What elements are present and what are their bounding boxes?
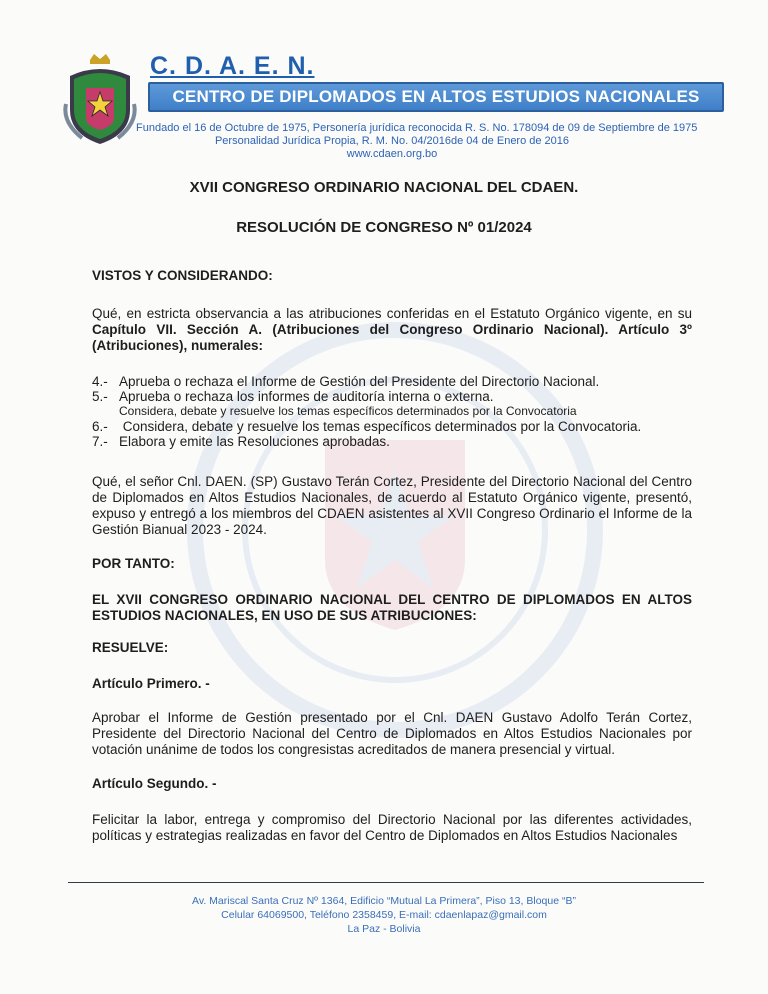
org-full-name: CENTRO DE DIPLOMADOS EN ALTOS ESTUDIOS NACIONALES <box>172 87 700 106</box>
legal-info <box>0 135 768 161</box>
list-subitem: Considera, debate y resuelve los temas específicos determinados por la Convocatoria <box>119 404 577 418</box>
footer-city: La Paz - Bolivia <box>347 923 421 935</box>
list-item: 6.- Considera, debate y resuelve los temas específicos determinados por la Convocatoria. <box>92 419 642 434</box>
article-1-text: Aprobar el Informe de Gestión presentado por el Cnl. DAEN Gustavo Adolfo Terán Cortez, Presidente del Directorio Nacional del Centro de Diplomados en Altos Estudios Nacionales por votación unánime de todos los congresistas acreditados de manera presencial y virtual. <box>92 710 692 757</box>
list-item: 5.- Aprueba o rechaza los informes de auditoría interna o externa. <box>92 389 494 404</box>
list-item: 7.- Elabora y emite las Resoluciones aprobadas. <box>92 434 390 449</box>
por-tanto-heading: POR TANTO: <box>92 556 175 571</box>
congress-statement: EL XVII CONGRESO ORDINARIO NACIONAL DEL CENTRO DE DIPLOMADOS EN ALTOS ESTUDIOS NACIONALES, EN USO DE SUS ATRIBUCIONES: <box>92 592 692 623</box>
article-2-heading: Artículo Segundo. - <box>92 776 217 791</box>
article-1-heading: Artículo Primero. - <box>92 676 210 691</box>
org-acronym: C. D. A. E. N. <box>150 52 315 80</box>
intro-articles: Capítulo VII. Sección A. (Atribuciones del Congreso Ordinario Nacional). Artículo 3º (Atribuciones), numerales: <box>92 322 692 353</box>
considerando-paragraph: Qué, el señor Cnl. DAEN. (SP) Gustavo Terán Cortez, Presidente del Directorio Nacional del Centro de Diplomados en Altos Estudios Nacionales, de acuerdo al Estatuto Orgánico vigente, presentó, expuso y entregó a los miembros del CDAEN asistentes al XVII Congreso Ordinario el Informe de la Gestión Bianual 2023 - 2024. <box>92 474 692 537</box>
congress-title: XVII CONGRESO ORDINARIO NACIONAL DEL CDAEN. <box>189 179 579 196</box>
intro-text: Qué, en estricta observancia a las atribuciones conferidas en el Estatuto Orgánico vigente, en su <box>92 306 692 321</box>
intro-paragraph <box>92 306 692 354</box>
resuelve-heading: RESUELVE: <box>92 640 169 655</box>
founded-line: Fundado el 16 de Octubre de 1975, Personería jurídica reconocida R. S. No. 178094 de 09 de Septiembre de 1975 <box>136 122 698 134</box>
vistos-heading: VISTOS Y CONSIDERANDO: <box>92 268 273 283</box>
footer-divider <box>68 882 704 883</box>
website-link[interactable]: www.cdaen.org.bo <box>346 148 438 160</box>
resolution-number: RESOLUCIÓN DE CONGRESO Nº 01/2024 <box>236 219 532 236</box>
numerals-list <box>92 374 702 449</box>
footer-phone-email: Celular 64069500, Teléfono 2358459, E-mail: cdaenlapaz@gmail.com <box>221 909 547 921</box>
org-name-banner <box>148 82 724 112</box>
list-item: 4.- Aprueba o rechaza el Informe de Gestión del Presidente del Directorio Nacional. <box>92 374 600 389</box>
cdaen-crest-logo <box>60 52 140 148</box>
footer-address: Av. Mariscal Santa Cruz Nº 1364, Edificio “Mutual La Primera”, Piso 13, Bloque “B” <box>192 895 576 907</box>
article-2-text: Felicitar la labor, entrega y compromiso del Directorio Nacional por las diferentes actividades, políticas y estrategias realizadas en favor del Centro de Diplomados en Altos Estudios Nacionales <box>92 812 692 843</box>
footer-contact <box>0 894 768 936</box>
legal-line: Personalidad Jurídica Propia, R. M. No. 04/2016de 04 de Enero de 2016 <box>214 135 570 147</box>
